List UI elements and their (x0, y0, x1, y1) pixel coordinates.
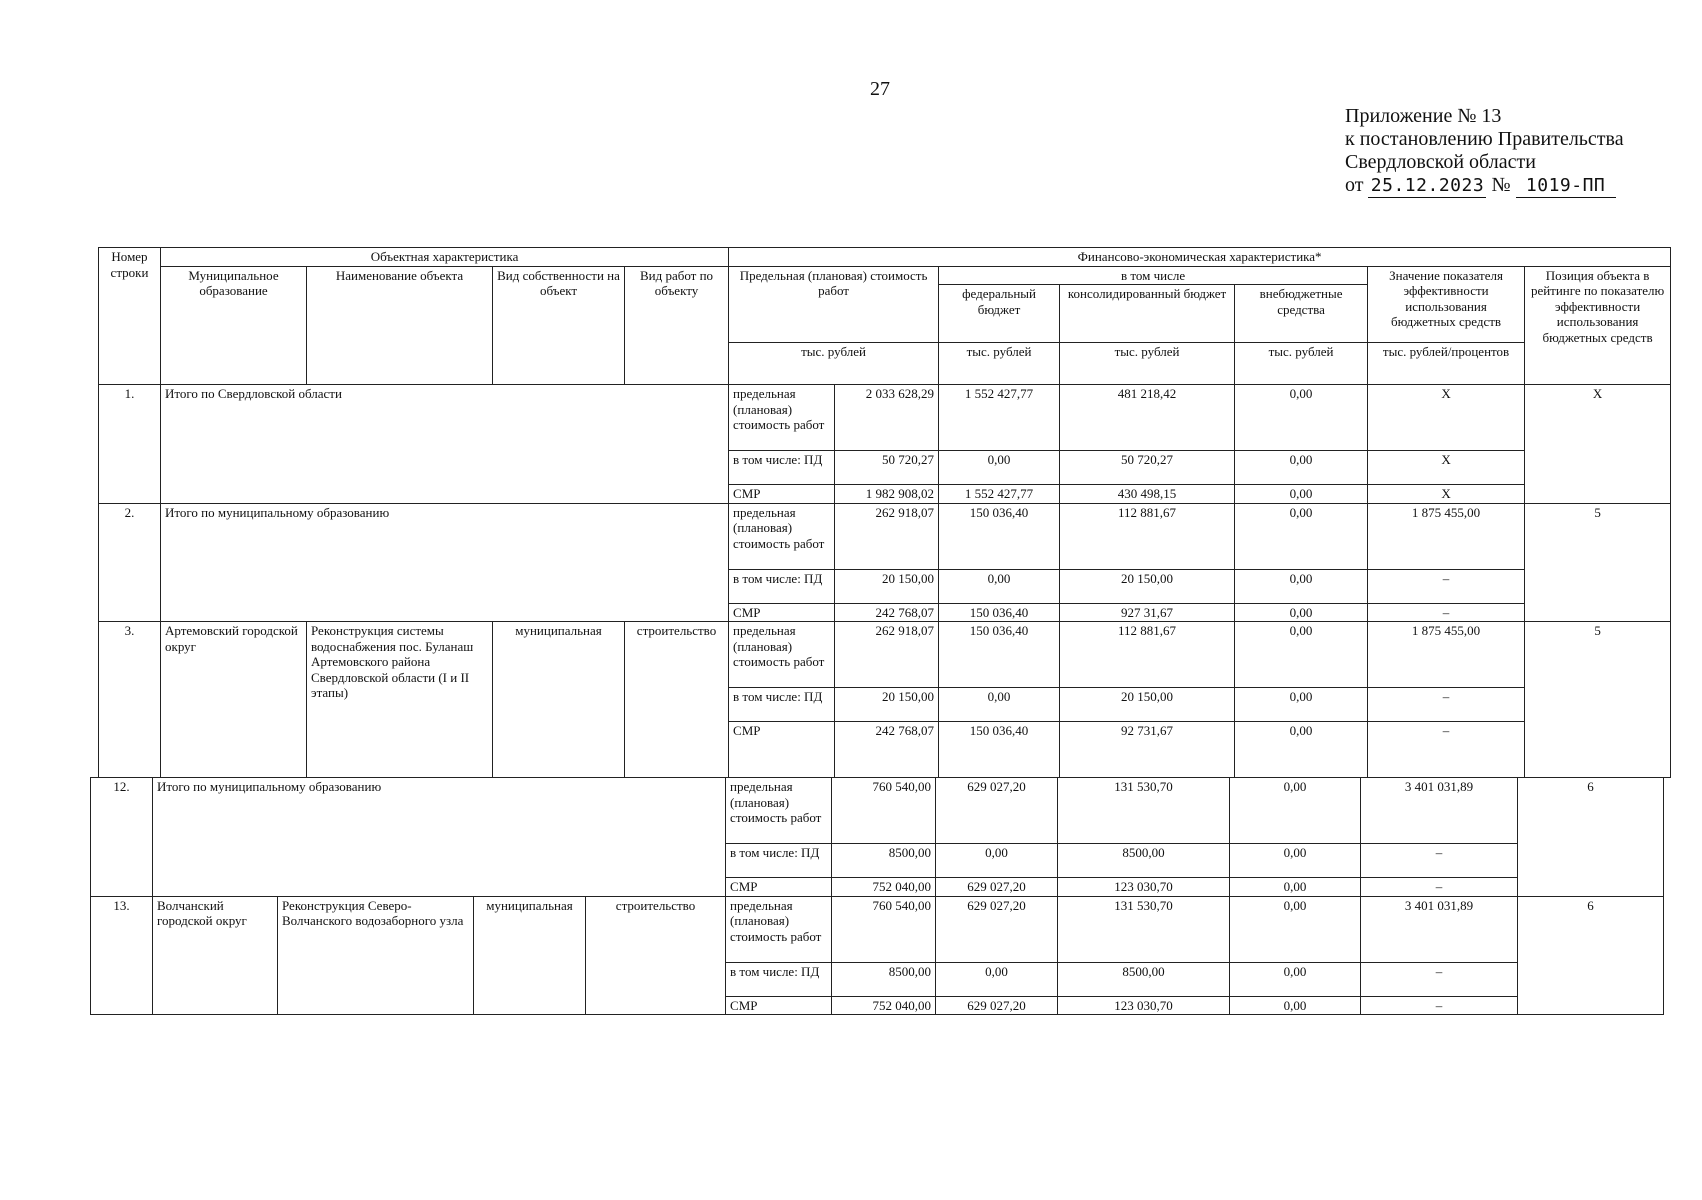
cell-consolidated: 50 720,27 (1060, 451, 1235, 485)
cell-consolidated: 131 530,70 (1058, 896, 1230, 962)
cell-extrabudget: 0,00 (1235, 688, 1368, 722)
cell-federal: 150 036,40 (939, 622, 1060, 688)
cell-rating: 6 (1518, 778, 1664, 897)
sublabel-smr: СМР (729, 722, 835, 778)
row-title: Итого по Свердловской области (161, 385, 729, 504)
cell-extrabudget: 0,00 (1230, 896, 1361, 962)
cell-efficiency: – (1368, 569, 1525, 603)
sublabel-pd: в том числе: ПД (726, 962, 832, 996)
cell-efficiency: – (1368, 688, 1525, 722)
cell-extrabudget: 0,00 (1235, 722, 1368, 778)
cell-federal: 0,00 (939, 451, 1060, 485)
appendix-table-part2 (90, 777, 1664, 1015)
cell-consolidated: 8500,00 (1058, 844, 1230, 878)
cell-federal: 150 036,40 (939, 722, 1060, 778)
row-number: 12. (91, 778, 153, 897)
decree-number: 1019-ПП (1516, 174, 1616, 198)
cell-extrabudget: 0,00 (1230, 996, 1361, 1015)
cell-municipality: Артемовский городской округ (161, 622, 307, 778)
cell-max-cost: 760 540,00 (832, 896, 936, 962)
cell-federal: 629 027,20 (936, 778, 1058, 844)
cell-consolidated: 20 150,00 (1060, 688, 1235, 722)
cell-federal: 629 027,20 (936, 878, 1058, 897)
cell-federal: 1 552 427,77 (939, 485, 1060, 504)
appendix-title: Приложение № 13 (1345, 105, 1502, 127)
cell-extrabudget: 0,00 (1230, 844, 1361, 878)
sublabel-max-cost: предельная (плановая) стоимость работ (726, 896, 832, 962)
from-label: от (1345, 174, 1364, 196)
cell-max-cost: 242 768,07 (835, 722, 939, 778)
header-object-characteristic: Объектная характеристика (161, 248, 729, 267)
row-number: 2. (99, 503, 161, 622)
cell-extrabudget: 0,00 (1235, 503, 1368, 569)
cell-consolidated: 20 150,00 (1060, 569, 1235, 603)
row-number: 1. (99, 385, 161, 504)
header-including: в том числе (939, 266, 1368, 285)
cell-federal: 0,00 (939, 688, 1060, 722)
header-work-type: Вид работ по объекту (625, 266, 729, 385)
cell-efficiency: – (1368, 722, 1525, 778)
cell-extrabudget: 0,00 (1235, 485, 1368, 504)
cell-max-cost: 20 150,00 (835, 688, 939, 722)
cell-object-name: Реконструкция Северо-Волчанского водозаборного узла (278, 896, 474, 1015)
unit-efficiency: тыс. рублей/процентов (1368, 343, 1525, 385)
appendix-table-part1 (98, 247, 1671, 778)
cell-efficiency: – (1368, 603, 1525, 622)
cell-federal: 0,00 (936, 962, 1058, 996)
header-efficiency: Значение показателя эффективности использования бюджетных средств (1368, 266, 1525, 343)
cell-efficiency: 3 401 031,89 (1361, 896, 1518, 962)
cell-consolidated: 481 218,42 (1060, 385, 1235, 451)
cell-consolidated: 8500,00 (1058, 962, 1230, 996)
sublabel-pd: в том числе: ПД (729, 451, 835, 485)
cell-extrabudget: 0,00 (1235, 569, 1368, 603)
cell-efficiency: 3 401 031,89 (1361, 778, 1518, 844)
cell-federal: 0,00 (936, 844, 1058, 878)
sublabel-pd: в том числе: ПД (729, 688, 835, 722)
cell-municipality: Волчанский городской округ (153, 896, 278, 1015)
cell-max-cost: 262 918,07 (835, 622, 939, 688)
appendix-line3: Свердловской области (1345, 151, 1536, 173)
cell-efficiency: X (1368, 451, 1525, 485)
cell-efficiency: 1 875 455,00 (1368, 503, 1525, 569)
cell-max-cost: 8500,00 (832, 844, 936, 878)
cell-extrabudget: 0,00 (1235, 385, 1368, 451)
header-municipality: Муниципальное образование (161, 266, 307, 385)
cell-efficiency: – (1361, 996, 1518, 1015)
header-extrabudget: внебюджетные средства (1235, 285, 1368, 343)
cell-extrabudget: 0,00 (1235, 603, 1368, 622)
cell-extrabudget: 0,00 (1230, 878, 1361, 897)
cell-consolidated: 92 731,67 (1060, 722, 1235, 778)
cell-efficiency: – (1361, 844, 1518, 878)
cell-extrabudget: 0,00 (1230, 778, 1361, 844)
cell-ownership: муниципальная (493, 622, 625, 778)
cell-efficiency: X (1368, 485, 1525, 504)
cell-consolidated: 112 881,67 (1060, 503, 1235, 569)
number-label: № (1491, 174, 1511, 196)
cell-rating: 6 (1518, 896, 1664, 1015)
cell-max-cost: 2 033 628,29 (835, 385, 939, 451)
cell-max-cost: 262 918,07 (835, 503, 939, 569)
header-consolidated: консолидированный бюджет (1060, 285, 1235, 343)
header-federal: федеральный бюджет (939, 285, 1060, 343)
unit-federal: тыс. рублей (939, 343, 1060, 385)
cell-max-cost: 752 040,00 (832, 996, 936, 1015)
table-row (91, 778, 1664, 844)
row-number: 13. (91, 896, 153, 1015)
header-max-cost: Предельная (плановая) стоимость работ (729, 266, 939, 343)
table-row (99, 385, 1671, 451)
appendix-line2: к постановлению Правительства (1345, 128, 1624, 150)
cell-consolidated: 112 881,67 (1060, 622, 1235, 688)
appendix-date-line (1345, 174, 1624, 198)
cell-max-cost: 242 768,07 (835, 603, 939, 622)
cell-efficiency: 1 875 455,00 (1368, 622, 1525, 688)
cell-efficiency: – (1361, 962, 1518, 996)
cell-rating: X (1525, 385, 1671, 504)
cell-consolidated: 123 030,70 (1058, 878, 1230, 897)
cell-max-cost: 50 720,27 (835, 451, 939, 485)
cell-federal: 150 036,40 (939, 603, 1060, 622)
cell-max-cost: 752 040,00 (832, 878, 936, 897)
cell-max-cost: 760 540,00 (832, 778, 936, 844)
page-number: 27 (870, 78, 890, 100)
cell-federal: 629 027,20 (936, 896, 1058, 962)
row-number: 3. (99, 622, 161, 778)
cell-work-type: строительство (586, 896, 726, 1015)
cell-work-type: строительство (625, 622, 729, 778)
header-ownership: Вид собственности на объект (493, 266, 625, 385)
cell-federal: 150 036,40 (939, 503, 1060, 569)
cell-max-cost: 1 982 908,02 (835, 485, 939, 504)
unit-max-cost: тыс. рублей (729, 343, 939, 385)
header-rating: Позиция объекта в рейтинге по показателю эффективности использования бюджетных средств (1525, 266, 1671, 385)
sublabel-smr: СМР (729, 603, 835, 622)
sublabel-max-cost: предельная (плановая) стоимость работ (729, 385, 835, 451)
sublabel-max-cost: предельная (плановая) стоимость работ (729, 503, 835, 569)
cell-rating: 5 (1525, 622, 1671, 778)
table-row (91, 896, 1664, 962)
cell-max-cost: 8500,00 (832, 962, 936, 996)
cell-extrabudget: 0,00 (1230, 962, 1361, 996)
decree-date: 25.12.2023 (1368, 174, 1486, 198)
sublabel-max-cost: предельная (плановая) стоимость работ (726, 778, 832, 844)
sublabel-pd: в том числе: ПД (726, 844, 832, 878)
unit-extrabudget: тыс. рублей (1235, 343, 1368, 385)
cell-federal: 629 027,20 (936, 996, 1058, 1015)
row-title: Итого по муниципальному образованию (161, 503, 729, 622)
header-financial-characteristic: Финансово-экономическая характеристика* (729, 248, 1671, 267)
cell-max-cost: 20 150,00 (835, 569, 939, 603)
cell-extrabudget: 0,00 (1235, 451, 1368, 485)
cell-object-name: Реконструкция системы водоснабжения пос. Буланаш Артемовского района Свердловской области (I и II этапы) (307, 622, 493, 778)
cell-extrabudget: 0,00 (1235, 622, 1368, 688)
unit-consolidated: тыс. рублей (1060, 343, 1235, 385)
cell-efficiency: – (1361, 878, 1518, 897)
cell-ownership: муниципальная (474, 896, 586, 1015)
cell-efficiency: X (1368, 385, 1525, 451)
cell-federal: 0,00 (939, 569, 1060, 603)
row-title: Итого по муниципальному образованию (153, 778, 726, 897)
table-row (99, 503, 1671, 569)
header-object-name: Наименование объекта (307, 266, 493, 385)
sublabel-smr: СМР (726, 996, 832, 1015)
appendix-block (1345, 105, 1624, 198)
cell-consolidated: 430 498,15 (1060, 485, 1235, 504)
sublabel-smr: СМР (726, 878, 832, 897)
sublabel-pd: в том числе: ПД (729, 569, 835, 603)
header-row-number: Номер строки (99, 248, 161, 385)
sublabel-max-cost: предельная (плановая) стоимость работ (729, 622, 835, 688)
cell-consolidated: 123 030,70 (1058, 996, 1230, 1015)
cell-consolidated: 927 31,67 (1060, 603, 1235, 622)
sublabel-smr: СМР (729, 485, 835, 504)
cell-rating: 5 (1525, 503, 1671, 622)
table-row (99, 622, 1671, 688)
cell-consolidated: 131 530,70 (1058, 778, 1230, 844)
cell-federal: 1 552 427,77 (939, 385, 1060, 451)
